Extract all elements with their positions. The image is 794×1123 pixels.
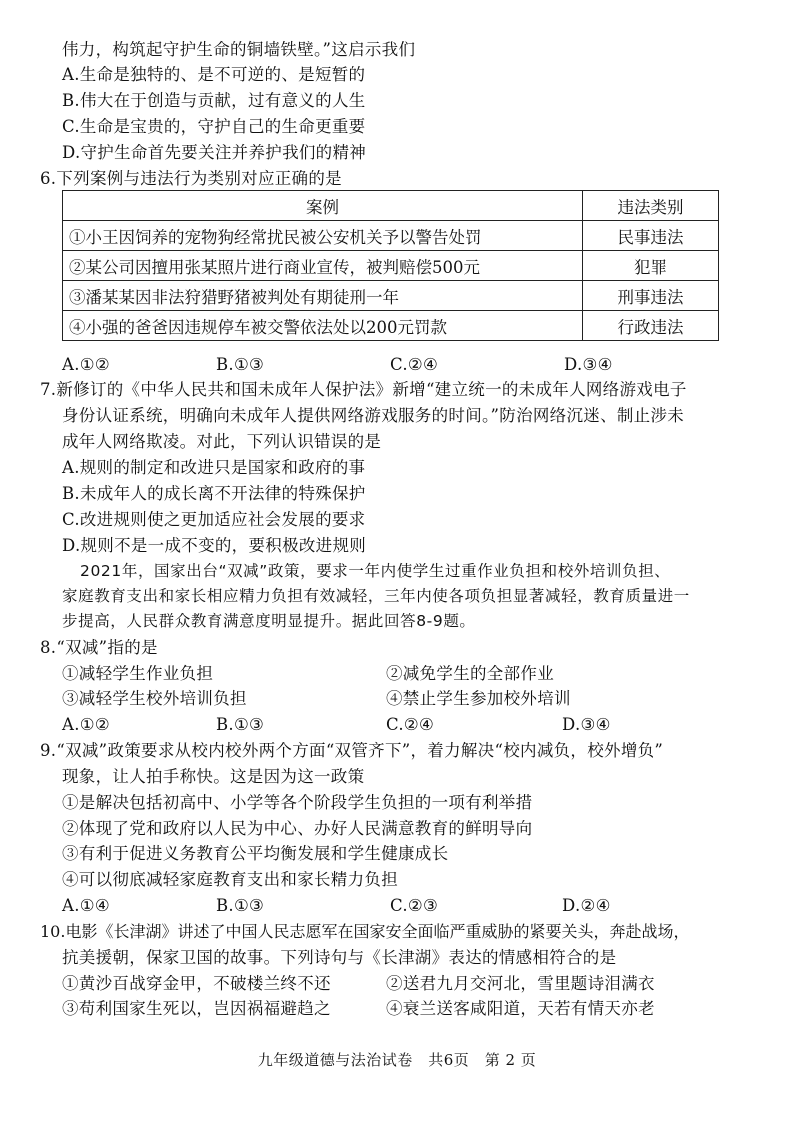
q10-stem-line: 10.电影《长津湖》讲述了中国人民志愿军在国家安全面临严重威胁的紧要关头，奔赴战场，: [40, 922, 690, 941]
q6-option-d: D.③④: [564, 355, 613, 374]
q10-item: ②送君九月交河北，雪里题诗泪满衣: [386, 974, 655, 993]
q5-option-c: C.生命是宝贵的，守护自己的生命更重要: [62, 117, 366, 136]
q8-item: ④禁止学生参加校外培训: [386, 689, 571, 708]
q7-option-d: D.规则不是一成不变的，要积极改进规则: [62, 536, 367, 555]
q5-option-b: B.伟大在于创造与贡献，过有意义的人生: [62, 91, 366, 110]
table-row: [63, 221, 719, 251]
q6-option-a: A.①②: [62, 355, 110, 374]
q6-option-c: C.②④: [390, 355, 439, 374]
q5-option-d: D.守护生命首先要关注并养护我们的精神: [62, 143, 367, 162]
q7-option-c: C.改进规则使之更加适应社会发展的要求: [62, 510, 366, 529]
q9-option-b: B.①③: [216, 896, 265, 915]
q9-item: ②体现了党和政府以人民为中心、办好人民满意教育的鲜明导向: [62, 819, 533, 838]
q9-stem-line: 9.“双减”政策要求从校内校外两个方面“双管齐下”，着力解决“校内减负，校外增负”: [40, 741, 664, 760]
q10-item: ④衰兰送客咸阳道，天若有情天亦老: [386, 999, 655, 1018]
page-footer: 九年级道德与法治试卷 共6页 第 2 页: [257, 1051, 537, 1069]
q10-item: ③苟利国家生死以，岂因祸福避趋之: [62, 999, 331, 1018]
table-cell-case: ③潘某某因非法狩猎野猪被判处有期徒刑一年: [63, 281, 583, 311]
q8-option-a: A.①②: [62, 715, 110, 734]
q9-option-c: C.②③: [390, 896, 439, 915]
q8-stem: 8.“双减”指的是: [40, 638, 158, 657]
table-row: [63, 251, 719, 281]
q10-item: ①黄沙百战穿金甲，不破楼兰终不还: [62, 974, 331, 993]
passage-line: 家庭教育支出和家长相应精力负担有效减轻，三年内使各项负担显著减轻，教育质量进一: [62, 587, 690, 605]
q10-stem-line: 抗美援朝，保家卫国的故事。下列诗句与《长津湖》表达的情感相符合的是: [62, 948, 617, 967]
passage-line: 步提高，人民群众教育满意度明显提升。据此回答8-9题。: [62, 612, 476, 630]
table-cell-case: ④小强的爸爸因违规停车被交警依法处以200元罚款: [63, 311, 583, 341]
table-header-case: 案例: [63, 191, 583, 221]
q7-option-b: B.未成年人的成长离不开法律的特殊保护: [62, 484, 366, 503]
table-cell-case: ①小王因饲养的宠物狗经常扰民被公安机关予以警告处罚: [63, 221, 583, 251]
table-header-type: 违法类别: [583, 191, 719, 221]
q8-item: ③减轻学生校外培训负担: [62, 689, 247, 708]
q8-option-b: B.①③: [216, 715, 265, 734]
q8-option-d: D.③④: [562, 715, 611, 734]
q6-stem: 6.下列案例与违法行为类别对应正确的是: [40, 169, 342, 188]
table-header-row: [63, 191, 719, 221]
q7-stem-line: 身份认证系统，明确向未成年人提供网络游戏服务的时间。”防治网络沉迷、制止涉未: [62, 406, 685, 425]
q9-item: ④可以彻底减轻家庭教育支出和家长精力负担: [62, 870, 398, 889]
q8-item: ①减轻学生作业负担: [62, 664, 214, 683]
table-cell-case: ②某公司因擅用张某照片进行商业宣传，被判赔偿500元: [63, 251, 583, 281]
q5-stem-end: 伟力，构筑起守护生命的铜墙铁壁。”这启示我们: [62, 40, 416, 59]
table-cell-type: 犯罪: [583, 251, 719, 281]
q7-stem-line: 7.新修订的《中华人民共和国未成年人保护法》新增“建立统一的未成年人网络游戏电子: [40, 380, 687, 399]
q8-option-c: C.②④: [386, 715, 435, 734]
table-row: [63, 311, 719, 341]
q6-case-table: [62, 190, 719, 341]
table-cell-type: 刑事违法: [583, 281, 719, 311]
q5-option-a: A.生命是独特的、是不可逆的、是短暂的: [62, 65, 366, 84]
table-cell-type: 行政违法: [583, 311, 719, 341]
table-row: [63, 281, 719, 311]
q7-option-a: A.规则的制定和改进只是国家和政府的事: [62, 458, 366, 477]
q6-option-b: B.①③: [216, 355, 265, 374]
q9-option-a: A.①④: [62, 896, 110, 915]
passage-line: 2021年，国家出台“双减”政策，要求一年内使学生过重作业负担和校外培训负担、: [80, 562, 671, 580]
table-cell-type: 民事违法: [583, 221, 719, 251]
q9-item: ①是解决包括初高中、小学等各个阶段学生负担的一项有利举措: [62, 793, 533, 812]
q9-stem-line: 现象，让人拍手称快。这是因为这一政策: [62, 767, 365, 786]
q8-item: ②减免学生的全部作业: [386, 664, 554, 683]
q9-option-d: D.②④: [562, 896, 611, 915]
q9-item: ③有利于促进义务教育公平均衡发展和学生健康成长: [62, 844, 449, 863]
q7-stem-line: 成年人网络欺凌。对此，下列认识错误的是: [62, 432, 382, 451]
